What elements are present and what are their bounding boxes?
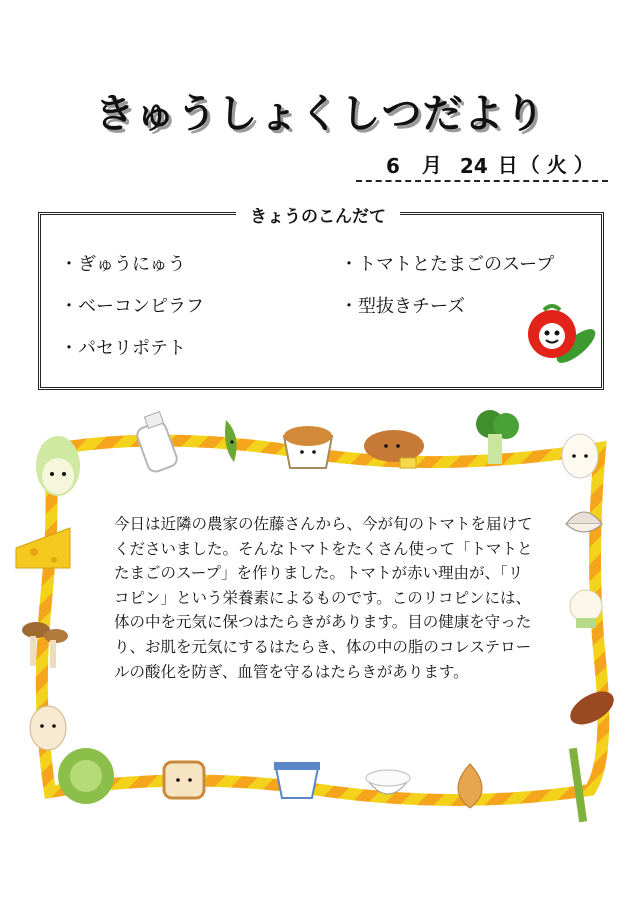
- bread-roll-icon: [364, 430, 424, 462]
- butter-icon: [400, 458, 416, 468]
- natto-icon: [284, 426, 332, 468]
- cheese-icon: [16, 528, 70, 568]
- egg-icon: [562, 434, 598, 478]
- menu-item: ・ぎゅうにゅう: [60, 254, 186, 275]
- date-weekday: （ 火 ）: [519, 153, 594, 177]
- date-day: 24: [459, 154, 488, 178]
- date-day-unit: 日: [497, 153, 518, 177]
- menu-item: ・ベーコンピラフ: [60, 296, 204, 317]
- okra-icon: [225, 420, 237, 462]
- menu-item: ・トマトとたまごのスープ: [340, 254, 555, 275]
- yogurt-cup-icon: [274, 762, 320, 798]
- menu-item: ・パセリポテト: [60, 338, 186, 359]
- cabbage-icon: [58, 748, 114, 804]
- bread-slice-icon: [164, 762, 204, 798]
- chinese-cabbage-icon: [36, 436, 80, 496]
- article-text: 今日は近隣の農家の佐藤さんから、今が旬のトマトを届けてくださいました。そんなトマトをたくさん使って「トマトとたまごのスープ」を作りました。トマトが赤い理由が、「リコピン」という栄養素によるものです。このリコピンには、体の中を元気に保つはたらきがあります。目の健康を守ったり、お肌を元気にするはたらき、体の中の脂のコレステロールの酸化を防ぎ、血管を守るはたらきがあります。: [114, 515, 533, 681]
- menu-heading: きょうのこんだて: [236, 202, 400, 227]
- date-month-unit: 月: [421, 153, 442, 177]
- potato-icon: [30, 706, 66, 750]
- date-month: 6: [386, 154, 400, 178]
- menu-item: ・型抜きチーズ: [340, 296, 466, 317]
- milk-bottle-icon: [135, 412, 179, 474]
- page-title: きゅうしょくしつだより: [94, 91, 546, 137]
